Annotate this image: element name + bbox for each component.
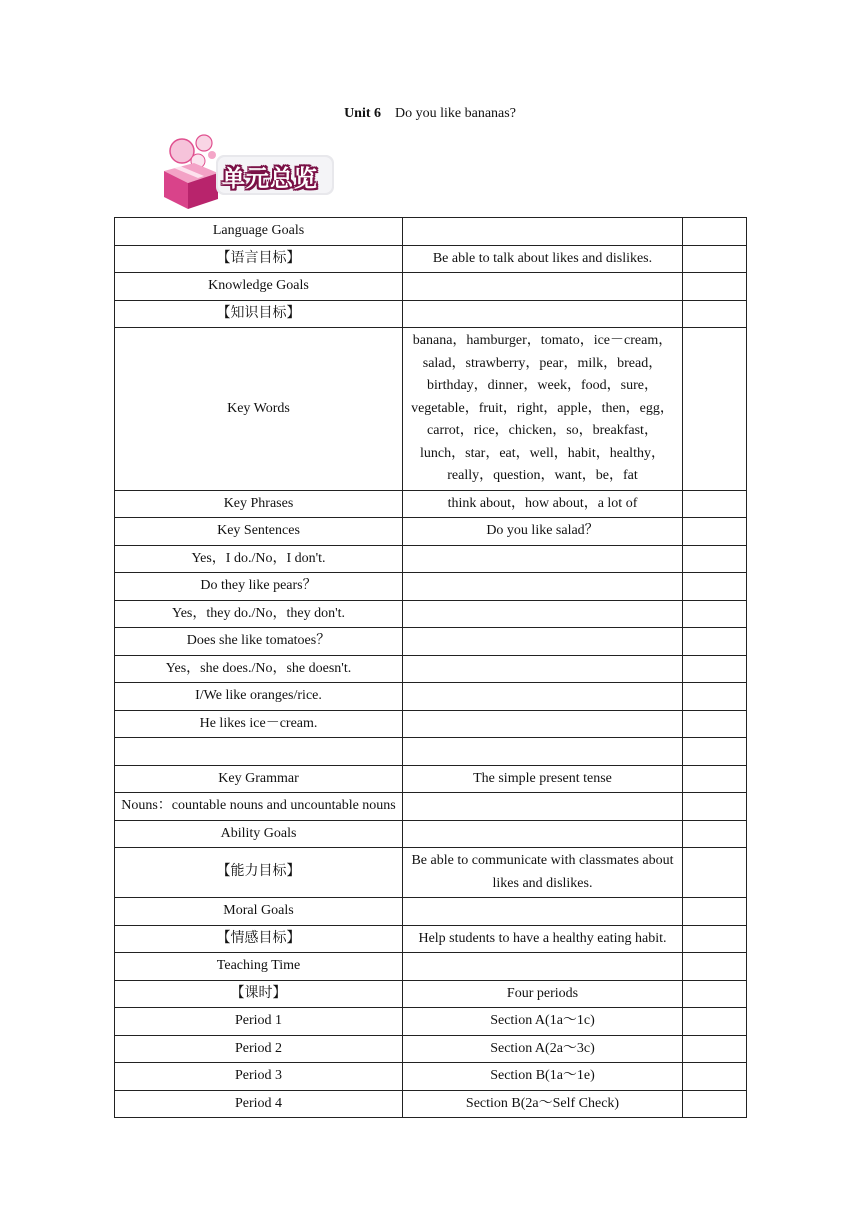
table-cell (403, 793, 683, 821)
table-cell (683, 1063, 747, 1091)
table-row (115, 300, 747, 328)
goals-table-body (115, 218, 747, 1118)
table-cell (683, 953, 747, 981)
unit-label: Unit 6 (344, 106, 382, 121)
table-row (115, 218, 747, 246)
table-cell (683, 925, 747, 953)
table-cell (403, 545, 683, 573)
table-cell: Period 4 (115, 1090, 403, 1118)
table-cell (403, 738, 683, 766)
table-row (115, 273, 747, 301)
table-cell (683, 655, 747, 683)
table-cell (683, 600, 747, 628)
table-row (115, 518, 747, 546)
table-cell (683, 1090, 747, 1118)
table-cell: Period 2 (115, 1035, 403, 1063)
table-cell (683, 545, 747, 573)
table-cell (683, 490, 747, 518)
unit-title: Do you like bananas? (395, 106, 516, 121)
table-cell (683, 218, 747, 246)
table-cell (683, 820, 747, 848)
table-row (115, 683, 747, 711)
unit-overview-banner (160, 133, 340, 211)
table-cell: Be able to communicate with classmates about likes and dislikes. (403, 848, 683, 898)
table-cell (403, 628, 683, 656)
table-cell: Yes，they do./No，they don't. (115, 600, 403, 628)
table-cell (403, 898, 683, 926)
table-cell (683, 573, 747, 601)
table-cell (683, 245, 747, 273)
table-row (115, 793, 747, 821)
table-row (115, 628, 747, 656)
table-cell: Section A(1a～1c) (403, 1008, 683, 1036)
unit-goals-table (114, 217, 747, 1118)
table-cell (403, 218, 683, 246)
table-cell (683, 683, 747, 711)
table-cell: I/We like oranges/rice. (115, 683, 403, 711)
table-cell: Moral Goals (115, 898, 403, 926)
table-row (115, 600, 747, 628)
table-cell (683, 328, 747, 491)
table-cell (403, 953, 683, 981)
table-row (115, 1063, 747, 1091)
document-title (0, 106, 860, 122)
table-cell: Key Words (115, 328, 403, 491)
table-cell (683, 980, 747, 1008)
table-cell: Do they like pears？ (115, 573, 403, 601)
table-row (115, 953, 747, 981)
table-cell: Help students to have a healthy eating habit. (403, 925, 683, 953)
table-row (115, 245, 747, 273)
table-cell: think about，how about，a lot of (403, 490, 683, 518)
table-cell (683, 765, 747, 793)
table-row (115, 1008, 747, 1036)
table-cell: 【课时】 (115, 980, 403, 1008)
table-cell (683, 273, 747, 301)
table-row (115, 765, 747, 793)
table-cell: Section B(1a～1e) (403, 1063, 683, 1091)
table-row (115, 655, 747, 683)
table-cell: Yes，she does./No，she doesn't. (115, 655, 403, 683)
table-cell (403, 820, 683, 848)
table-cell (683, 793, 747, 821)
table-cell (403, 600, 683, 628)
table-cell: Section B(2a～Self Check) (403, 1090, 683, 1118)
table-row (115, 925, 747, 953)
table-cell: 【能力目标】 (115, 848, 403, 898)
table-cell: Be able to talk about likes and dislikes. (403, 245, 683, 273)
table-row (115, 328, 747, 491)
table-row (115, 738, 747, 766)
table-cell: He likes ice－cream. (115, 710, 403, 738)
table-cell: Knowledge Goals (115, 273, 403, 301)
table-row (115, 1090, 747, 1118)
table-row (115, 820, 747, 848)
table-cell: Four periods (403, 980, 683, 1008)
table-row (115, 573, 747, 601)
table-cell (683, 300, 747, 328)
table-cell (683, 848, 747, 898)
table-cell (683, 738, 747, 766)
table-cell: banana，hamburger，tomato，ice－cream，salad，strawberry，pear，milk，bread，birthday，dinner，week，food，sure，vegetable，fruit，right，apple，then，egg，carrot，rice，chicken，so，breakfast，lunch，star，eat，well，habit，healthy，really，question，want，be，fat (403, 328, 683, 491)
table-cell (683, 710, 747, 738)
table-cell: Language Goals (115, 218, 403, 246)
table-cell: Key Sentences (115, 518, 403, 546)
table-cell (683, 898, 747, 926)
table-row (115, 490, 747, 518)
table-cell: 【知识目标】 (115, 300, 403, 328)
table-cell: Period 3 (115, 1063, 403, 1091)
table-cell (683, 518, 747, 546)
banner-title: 单元总览 (222, 166, 318, 192)
table-cell (403, 273, 683, 301)
table-cell: Period 1 (115, 1008, 403, 1036)
table-cell (683, 628, 747, 656)
table-cell: Yes，I do./No，I don't. (115, 545, 403, 573)
table-cell: The simple present tense (403, 765, 683, 793)
table-cell: 【语言目标】 (115, 245, 403, 273)
table-row (115, 545, 747, 573)
table-cell (403, 655, 683, 683)
table-cell (403, 300, 683, 328)
table-cell: Section A(2a～3c) (403, 1035, 683, 1063)
table-cell (115, 738, 403, 766)
table-cell: Do you like salad？ (403, 518, 683, 546)
table-cell (683, 1008, 747, 1036)
table-cell: Key Grammar (115, 765, 403, 793)
table-row (115, 980, 747, 1008)
table-row (115, 848, 747, 898)
table-row (115, 710, 747, 738)
table-cell: Does she like tomatoes？ (115, 628, 403, 656)
table-row (115, 898, 747, 926)
table-cell: Nouns：countable nouns and uncountable nouns (115, 793, 403, 821)
table-cell (403, 710, 683, 738)
table-cell (403, 573, 683, 601)
table-cell: Teaching Time (115, 953, 403, 981)
table-cell: 【情感目标】 (115, 925, 403, 953)
table-cell: Key Phrases (115, 490, 403, 518)
table-cell: Ability Goals (115, 820, 403, 848)
table-cell (403, 683, 683, 711)
table-cell (683, 1035, 747, 1063)
table-row (115, 1035, 747, 1063)
